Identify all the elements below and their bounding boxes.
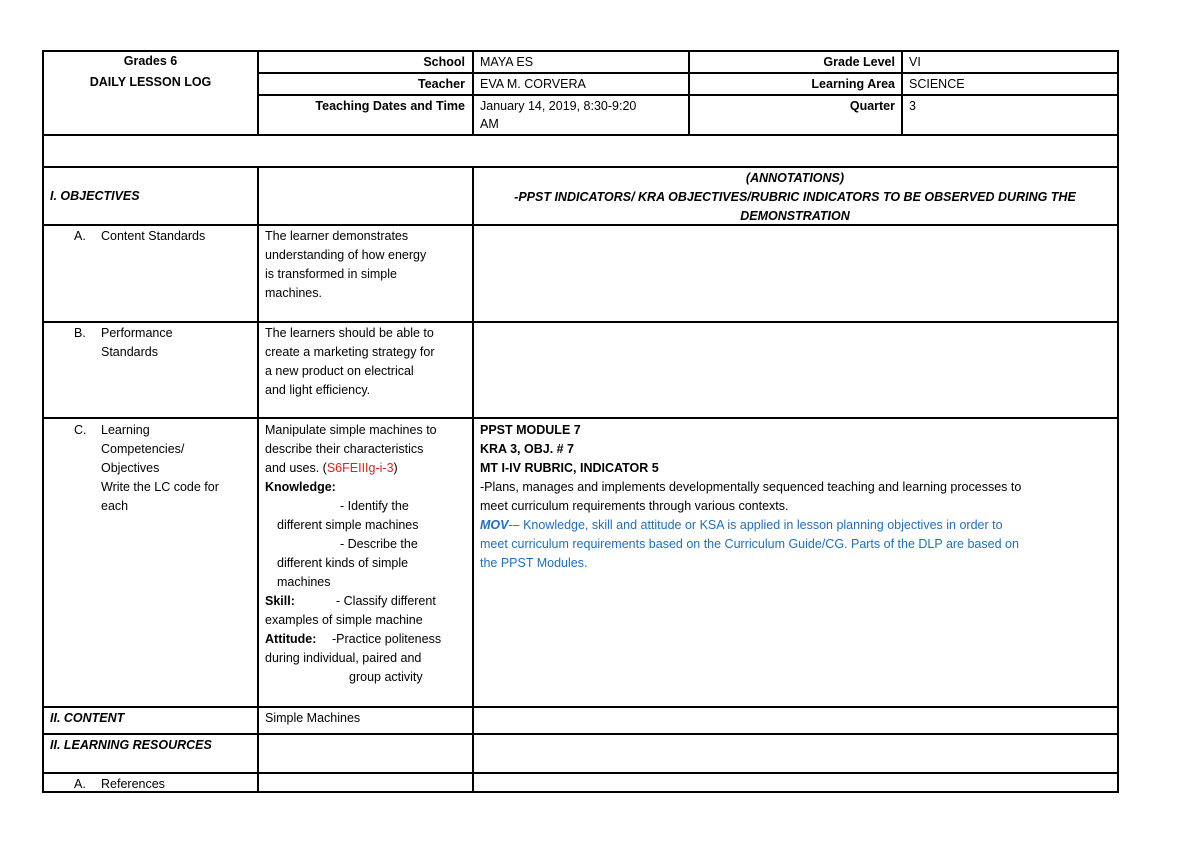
spacer-band: [42, 134, 1119, 168]
references-label: A. References: [74, 777, 165, 791]
school-label: School: [423, 55, 465, 69]
learning-area-value: SCIENCE: [909, 77, 965, 91]
competency-line-1: Manipulate simple machines to: [265, 423, 437, 437]
teacher-label: Teacher: [417, 77, 465, 91]
knowledge-line: - Identify the: [340, 499, 409, 513]
teacher-value: EVA M. CORVERA: [480, 77, 586, 91]
annotations-line-3: DEMONSTRATION: [740, 209, 850, 223]
performance-standards-label: B. Performance Standards: [74, 326, 173, 359]
annotations-title: (ANNOTATIONS): [745, 171, 845, 185]
competencies-label: C. Learning Competencies/ Objectives Write the LC code for each: [74, 423, 219, 513]
dates-label: Teaching Dates and Time: [315, 99, 465, 113]
dates-value-2: AM: [480, 117, 499, 131]
knowledge-line: - Describe the: [340, 537, 418, 551]
knowledge-line: machines: [277, 575, 331, 589]
competency-line-3: and uses. (S6FEIIIg-i-3): [265, 461, 398, 475]
content-standards-line: The learner demonstrates: [265, 229, 409, 243]
grades-text: Grades 6: [123, 54, 178, 68]
performance-standards-line: The learners should be able to: [265, 326, 434, 340]
skill-line: examples of simple machine: [265, 613, 423, 627]
attitude-line: -Practice politeness: [332, 632, 442, 646]
performance-standards-line: and light efficiency.: [265, 383, 371, 397]
indicator-text-1: -Plans, manages and implements developmentally sequenced teaching and learning processes to: [480, 480, 1022, 494]
grade-level-label: Grade Level: [823, 55, 895, 69]
mov-text-2: meet curriculum requirements based on the Curriculum Guide/CG. Parts of the DLP are based on: [480, 537, 1019, 551]
content-value: Simple Machines: [265, 711, 361, 725]
skill-line: - Classify different: [336, 594, 436, 608]
ppst-module: PPST MODULE 7: [480, 423, 581, 437]
attitude-line: during individual, paired and: [265, 651, 422, 665]
content-standards-line: is transformed in simple: [265, 267, 397, 281]
grade-level-value: VI: [909, 55, 921, 69]
attitude-line: group activity: [349, 670, 423, 684]
lc-code: S6FEIIIg-i-3: [326, 461, 394, 475]
knowledge-line: different simple machines: [277, 518, 419, 532]
school-value: MAYA ES: [480, 55, 534, 69]
log-title: DAILY LESSON LOG: [89, 75, 212, 89]
content-standards-line: machines.: [265, 286, 322, 300]
performance-standards-line: a new product on electrical: [265, 364, 414, 378]
content-heading: II. CONTENT: [50, 711, 125, 725]
competency-line-2: describe their characteristics: [265, 442, 424, 456]
rubric-indicator: MT I-IV RUBRIC, INDICATOR 5: [480, 461, 659, 475]
objectives-heading: I. OBJECTIVES: [50, 189, 140, 203]
resources-heading: II. LEARNING RESOURCES: [50, 738, 212, 752]
quarter-value: 3: [909, 99, 916, 113]
content-standards-label: A. Content Standards: [74, 229, 206, 243]
attitude-label: Attitude:: [265, 632, 317, 646]
quarter-label: Quarter: [849, 99, 895, 113]
knowledge-line: different kinds of simple: [277, 556, 409, 570]
learning-area-label: Learning Area: [811, 77, 895, 91]
indicator-text-2: meet curriculum requirements through various contexts.: [480, 499, 789, 513]
content-standards-line: understanding of how energy: [265, 248, 427, 262]
kra-objective: KRA 3, OBJ. # 7: [480, 442, 575, 456]
mov-label: MOV: [480, 518, 509, 532]
knowledge-label: Knowledge:: [265, 480, 336, 494]
mov-text-3: the PPST Modules.: [480, 556, 588, 570]
dates-value-1: January 14, 2019, 8:30-9:20: [480, 99, 637, 113]
mov-text-1: MOV-– Knowledge, skill and attitude or KSA is applied in lesson planning objectives in order to: [480, 518, 1003, 532]
skill-label: Skill:: [265, 594, 295, 608]
performance-standards-line: create a marketing strategy for: [265, 345, 435, 359]
annotations-line-2: -PPST INDICATORS/ KRA OBJECTIVES/RUBRIC INDICATORS TO BE OBSERVED DURING THE: [514, 190, 1076, 204]
